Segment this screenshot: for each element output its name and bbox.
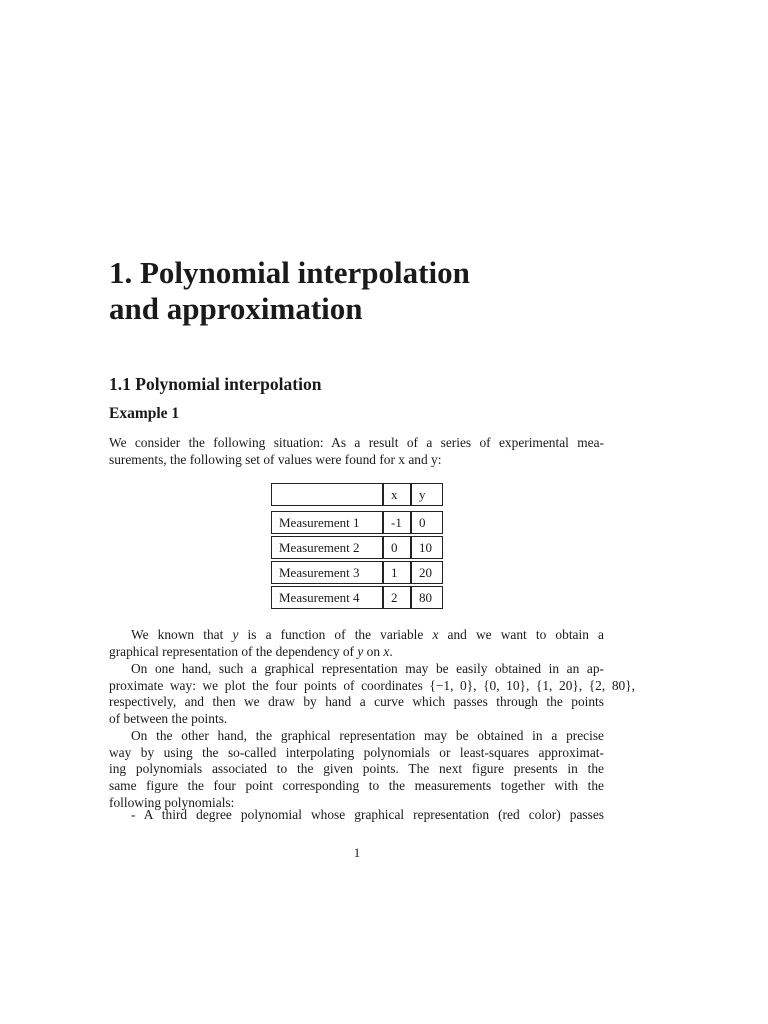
body-p2-line-3: respectively, and then we draw by hand a curve which passes through the points bbox=[109, 694, 604, 710]
text-run: graphical representation of the dependency of bbox=[109, 643, 358, 659]
body-paragraph-2 bbox=[109, 661, 635, 728]
example-title: Example 1 bbox=[109, 405, 180, 422]
body-p1-line-1 bbox=[109, 627, 604, 644]
intro-paragraph bbox=[109, 435, 604, 468]
table-header-y: y bbox=[411, 483, 443, 506]
body-p2-line-2: proximate way: we plot the four points of coordinates {−1, 0}, {0, 10}, {1, 20}, {2, 80}, bbox=[109, 677, 635, 693]
math-variable: y bbox=[232, 627, 239, 642]
text-run: and we want to obtain a bbox=[438, 627, 604, 642]
row-x-value: 2 bbox=[384, 586, 411, 609]
body-p3-line-3: ing polynomials associated to the given points. The next figure presents in the bbox=[109, 761, 604, 777]
body-p3-line-4: same figure the four point corresponding to the measurements together with the bbox=[109, 778, 604, 794]
math-variable: x bbox=[383, 643, 390, 659]
text-run: is a function of the variable bbox=[238, 627, 433, 642]
text-run: . bbox=[389, 643, 393, 659]
body-paragraph-1 bbox=[109, 627, 604, 660]
row-label: Measurement 3 bbox=[271, 561, 382, 584]
measurements-table bbox=[271, 481, 443, 611]
row-y-value: 80 bbox=[411, 586, 443, 609]
row-label: Measurement 4 bbox=[271, 586, 382, 609]
intro-line-1: We consider the following situation: As a result of a series of experimental mea- bbox=[109, 435, 604, 450]
row-x-value: 1 bbox=[384, 561, 411, 584]
table-header-empty bbox=[271, 483, 382, 506]
body-p1-line-2 bbox=[109, 644, 604, 661]
body-p3-line-1: On the other hand, the graphical representation may be obtained in a precise bbox=[131, 728, 604, 743]
math-variable: y bbox=[357, 643, 364, 659]
section-title: 1.1 Polynomial interpolation bbox=[109, 374, 322, 394]
body-p2-line-4: of between the points. bbox=[109, 711, 228, 727]
row-y-value: 20 bbox=[411, 561, 443, 584]
row-x-value: -1 bbox=[384, 511, 411, 534]
body-p4-line-1: - A third degree polynomial whose graphical representation (red color) passes bbox=[131, 807, 604, 822]
text-run: on bbox=[363, 643, 384, 659]
table-row bbox=[271, 536, 443, 559]
chapter-title bbox=[109, 255, 669, 327]
row-y-value: 10 bbox=[411, 536, 443, 559]
row-y-value: 0 bbox=[411, 511, 443, 534]
body-paragraph-3 bbox=[109, 728, 604, 812]
chapter-title-line-1: 1. Polynomial interpolation bbox=[109, 255, 470, 290]
body-p3-line-2: way by using the so-called interpolating polynomials or least-squares approximat- bbox=[109, 744, 604, 760]
row-x-value: 0 bbox=[384, 536, 411, 559]
row-label: Measurement 1 bbox=[271, 511, 382, 534]
body-p3-line-5: following polynomials: bbox=[109, 794, 235, 810]
row-label: Measurement 2 bbox=[271, 536, 382, 559]
table-header-row bbox=[271, 483, 443, 506]
intro-line-2: surements, the following set of values were found for x and y: bbox=[109, 451, 442, 467]
math-variable: x bbox=[432, 627, 439, 642]
table-header-x: x bbox=[384, 483, 411, 506]
page-number: 1 bbox=[353, 845, 361, 860]
body-paragraph-4 bbox=[109, 807, 604, 824]
table-row bbox=[271, 586, 443, 609]
table-row bbox=[271, 561, 443, 584]
text-run: We known that bbox=[131, 627, 233, 642]
chapter-title-line-2: and approximation bbox=[109, 291, 363, 326]
body-p2-line-1: On one hand, such a graphical representation may be easily obtained in an ap- bbox=[131, 661, 604, 676]
table-row bbox=[271, 511, 443, 534]
